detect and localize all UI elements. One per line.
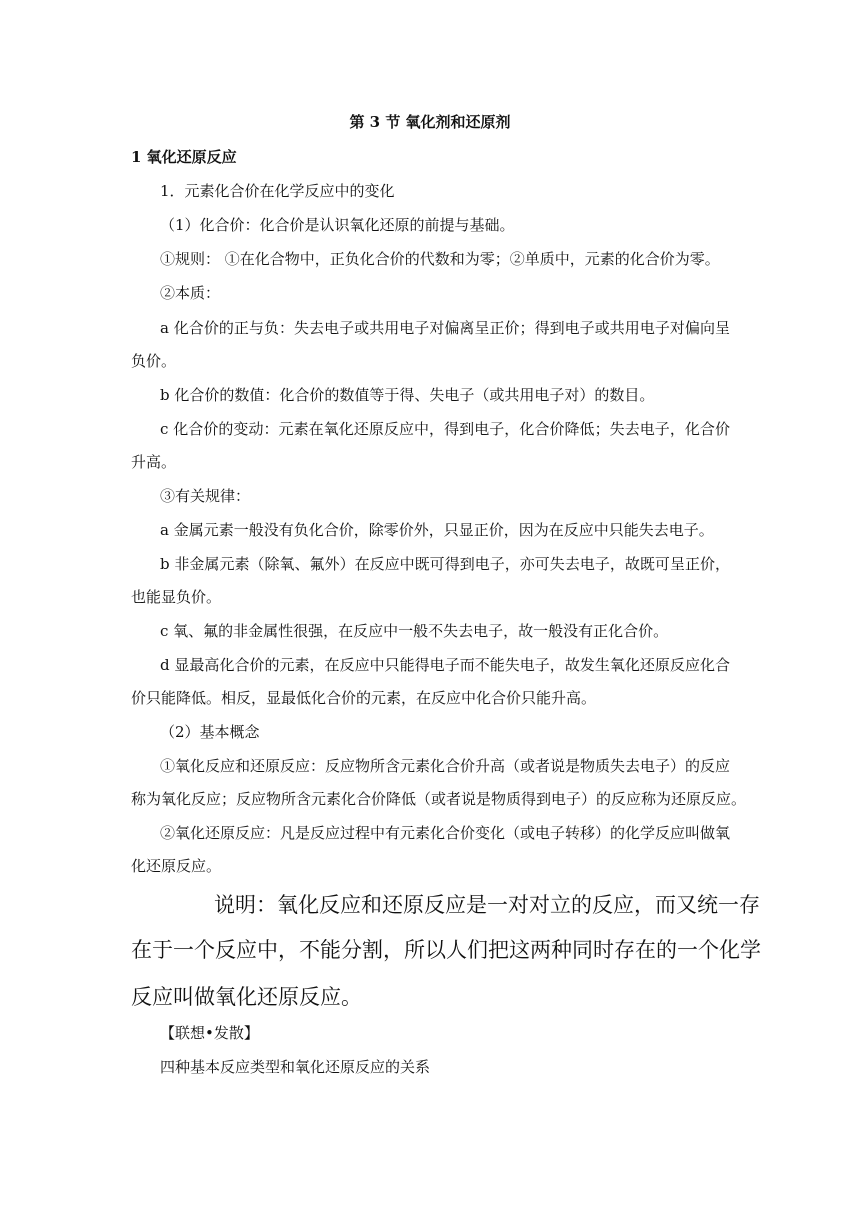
paragraph-line: d 显最高化合价的元素，在反应中只能得电子而不能失电子，故发生氧化还原反应化合 xyxy=(160,656,730,674)
note-line: 在于一个反应中，不能分割，所以人们把这两种同时存在的一个化学 xyxy=(131,938,761,962)
paragraph-line: ①规则： ①在化合物中，正负化合价的代数和为零；②单质中，元素的化合价为零。 xyxy=(160,250,720,268)
paragraph-line: ③有关规律： xyxy=(160,487,251,505)
paragraph-line: ②氧化还原反应：凡是反应过程中有元素化合价变化（或电子转移）的化学反应叫做氧 xyxy=(160,824,731,842)
paragraph-line: b 化合价的数值：化合价的数值等于得、失电子（或共用电子对）的数目。 xyxy=(160,386,655,404)
paragraph-line: 四种基本反应类型和氧化还原反应的关系 xyxy=(160,1058,431,1076)
note-line: 说明：氧化反应和还原反应是一对对立的反应，而又统一存 xyxy=(214,893,760,917)
paragraph-line: 也能显负价。 xyxy=(131,588,222,606)
paragraph-line: 称为氧化反应；反应物所含元素化合价降低（或者说是物质得到电子）的反应称为还原反应。 xyxy=(131,790,747,808)
paragraph-line: 1．元素化合价在化学反应中的变化 xyxy=(160,182,395,200)
paragraph-line: a 化合价的正与负：失去电子或共用电子对偏离呈正价；得到电子或共用电子对偏向呈 xyxy=(160,319,730,337)
page-title: 第 3 节 氧化剂和还原剂 xyxy=(349,113,511,131)
paragraph-line: c 氧、氟的非金属性很强，在反应中一般不失去电子，故一般没有正化合价。 xyxy=(160,622,669,640)
paragraph-line: （1）化合价：化合价是认识氧化还原的前提与基础。 xyxy=(160,216,515,234)
paragraph-line: c 化合价的变动：元素在氧化还原反应中，得到电子，化合价降低；失去电子，化合价 xyxy=(160,420,730,438)
paragraph-line: 【联想•发散】 xyxy=(160,1024,259,1042)
section-heading: 1 氧化还原反应 xyxy=(131,148,237,166)
paragraph-line: 升高。 xyxy=(131,453,177,471)
paragraph-line: ①氧化反应和还原反应：反应物所含元素化合价升高（或者说是物质失去电子）的反应 xyxy=(160,757,731,775)
paragraph-line: a 金属元素一般没有负化合价，除零价外，只显正价，因为在反应中只能失去电子。 xyxy=(160,521,714,539)
paragraph-line: 化还原反应。 xyxy=(131,857,222,875)
paragraph-line: ②本质： xyxy=(160,284,221,302)
paragraph-line: 价只能降低。相反，显最低化合价的元素，在反应中化合价只能升高。 xyxy=(131,689,597,707)
note-line: 反应叫做氧化还原反应。 xyxy=(131,985,362,1009)
paragraph-line: （2）基本概念 xyxy=(160,723,260,741)
paragraph-line: b 非金属元素（除氧、氟外）在反应中既可得到电子，亦可失去电子，故既可呈正价， xyxy=(160,555,730,573)
paragraph-line: 负价。 xyxy=(131,352,177,370)
